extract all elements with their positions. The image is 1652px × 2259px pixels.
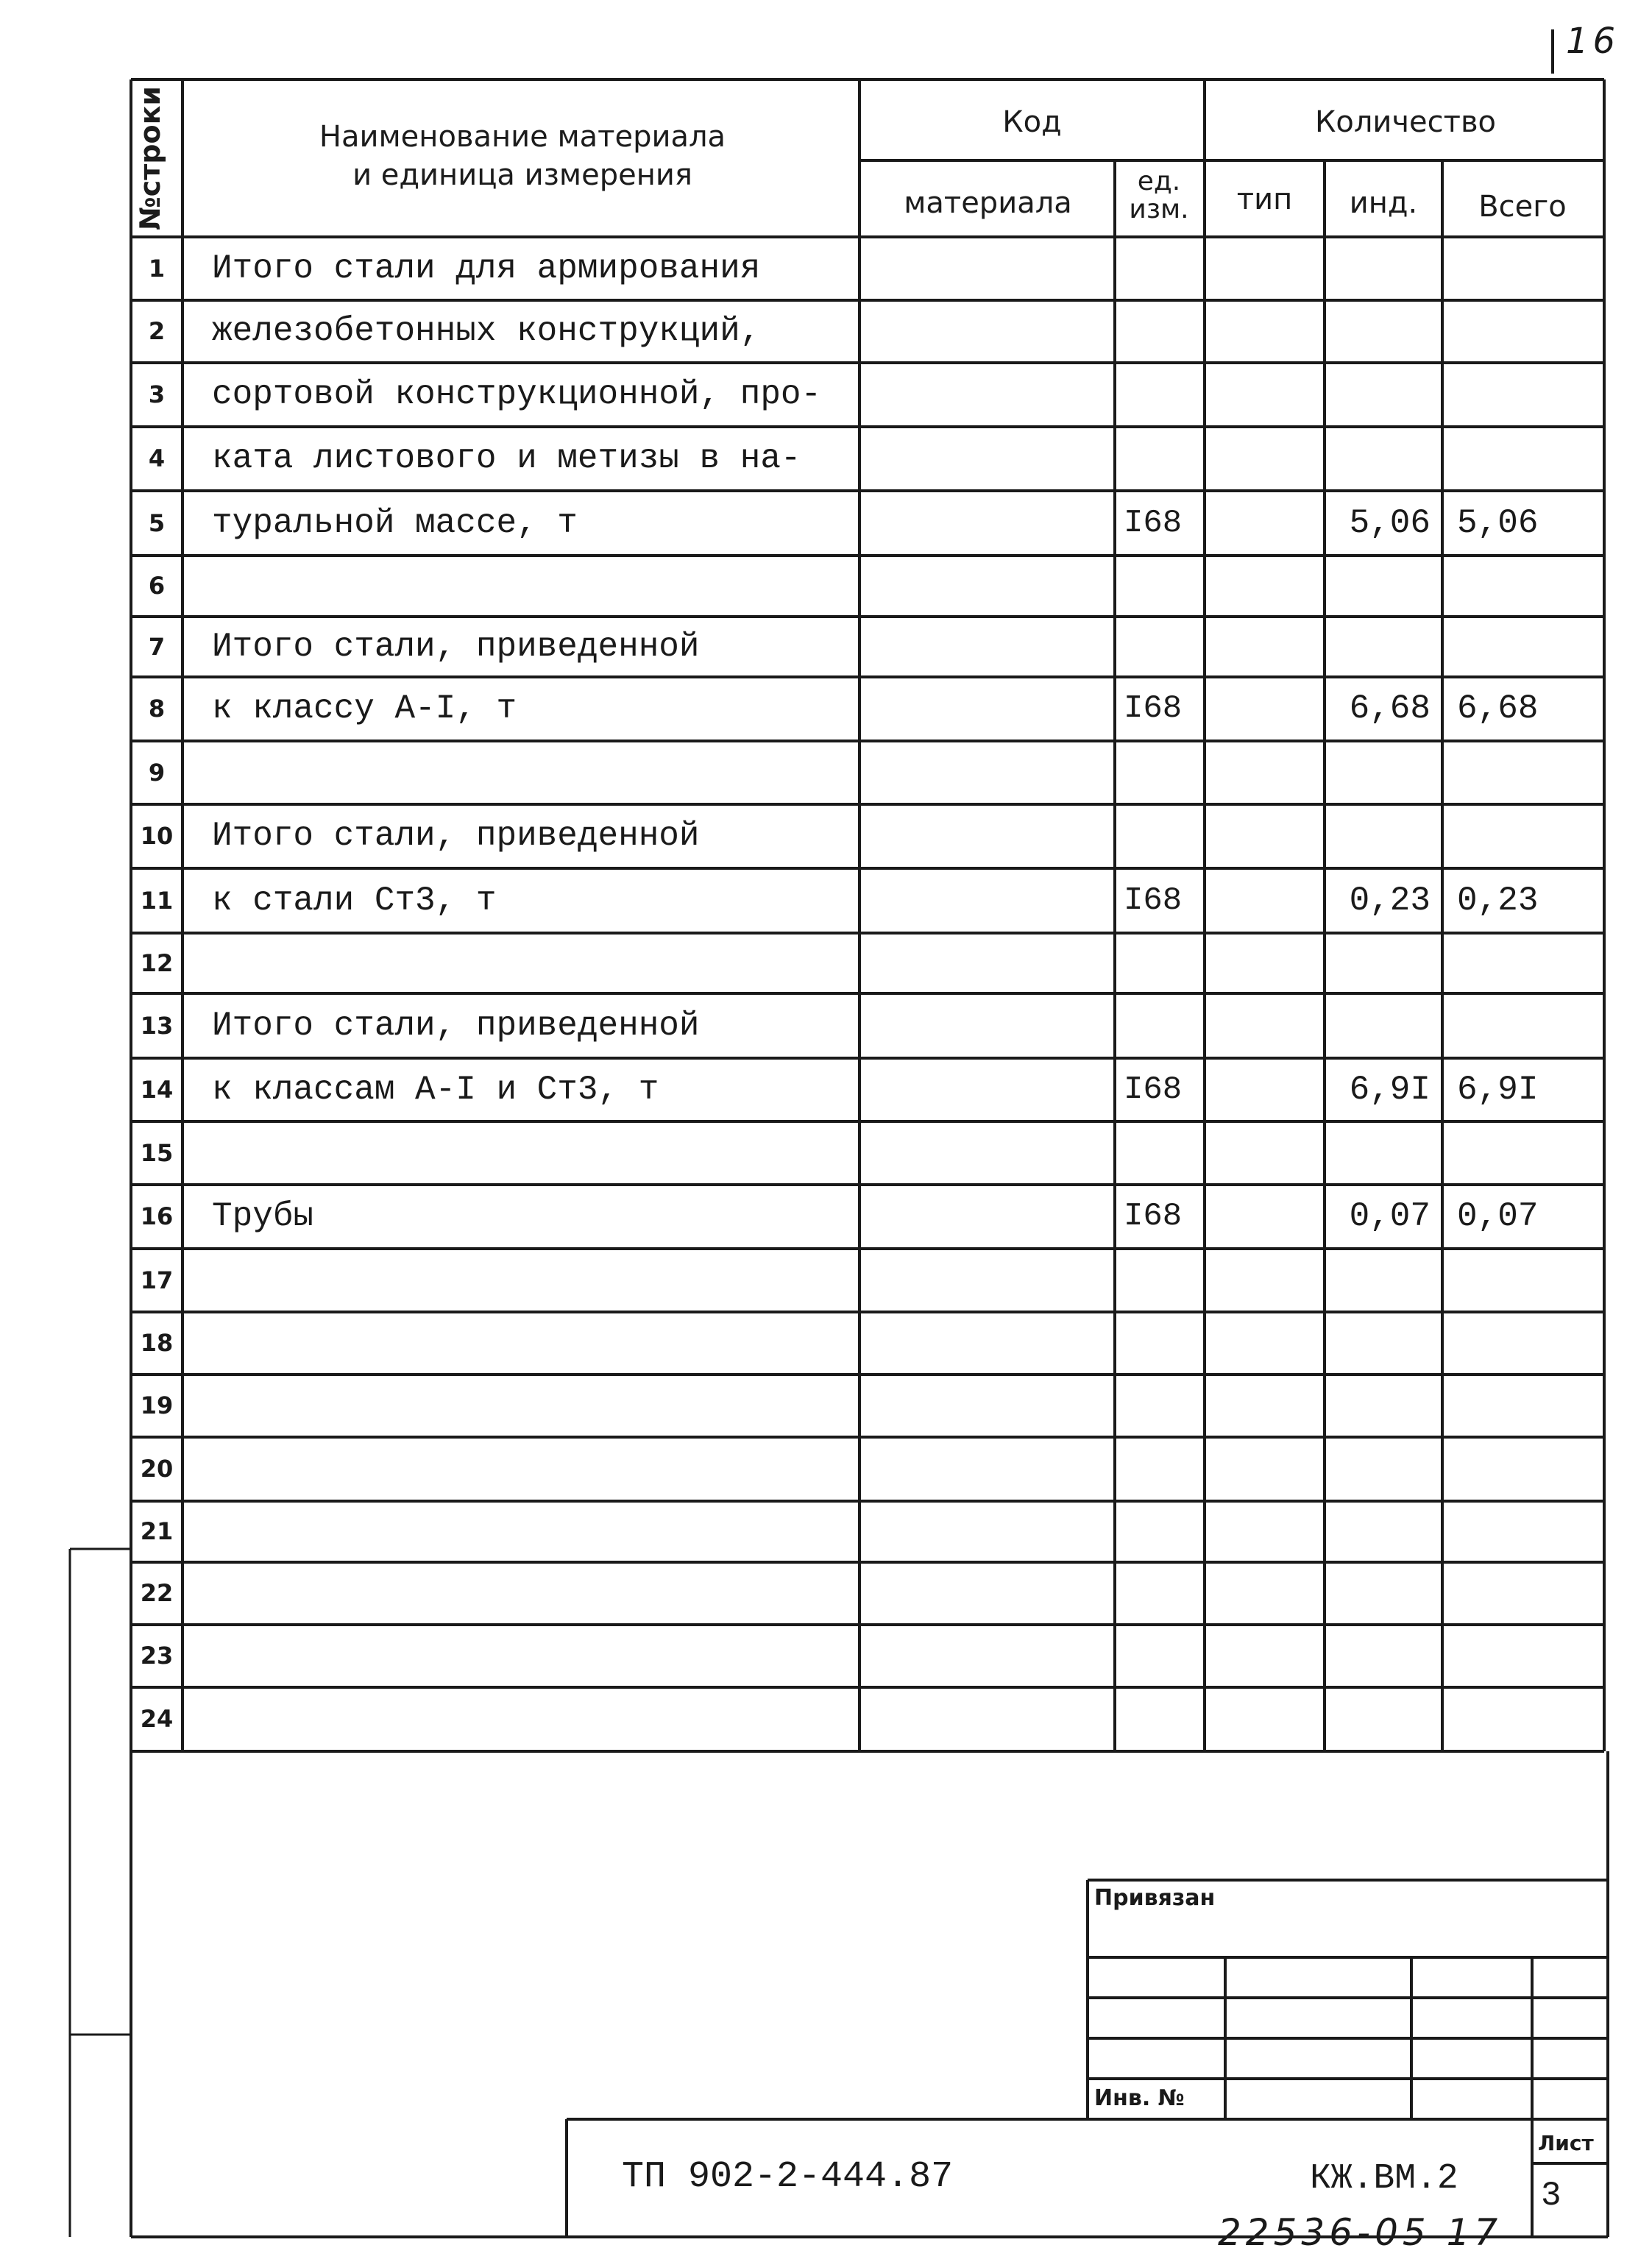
row-quantity-ind: 0,23 (1349, 882, 1431, 920)
row-number: 22 (140, 1579, 174, 1607)
row-number: 12 (140, 949, 174, 977)
row-unit-code: I68 (1124, 1198, 1183, 1235)
row-unit-code: I68 (1124, 690, 1183, 727)
row-number: 17 (140, 1266, 174, 1294)
row-number: 4 (148, 444, 166, 472)
row-number: 10 (140, 822, 174, 850)
row-material-name: Итого стали для армирования (212, 249, 761, 288)
stamp-sheet-label: Лист (1538, 2131, 1594, 2155)
row-material-name: к стали Ст3, т (212, 882, 497, 920)
row-quantity-ind: 0,07 (1349, 1197, 1431, 1235)
header-material: материала (904, 186, 1072, 220)
row-material-name: Итого стали, приведенной (212, 1007, 700, 1045)
row-number: 3 (148, 380, 166, 408)
header-ind: инд. (1349, 186, 1418, 220)
row-number: 20 (140, 1455, 174, 1483)
row-material-name: сортовой конструкционной, про- (212, 375, 822, 414)
row-quantity-total: 5,06 (1457, 504, 1539, 542)
row-number: 1 (148, 255, 166, 283)
row-unit-code: I68 (1124, 1071, 1183, 1108)
stamp-bound-label: Привязан (1094, 1885, 1216, 1911)
row-number: 5 (148, 509, 166, 537)
header-row-number: №строки (134, 86, 166, 230)
row-material-name: к классу А-I, т (212, 689, 517, 728)
row-number: 24 (140, 1705, 174, 1733)
row-number: 8 (148, 695, 166, 723)
row-unit-code: I68 (1124, 505, 1183, 542)
row-number: 18 (140, 1329, 174, 1357)
header-code: Код (1002, 105, 1062, 139)
row-number: 6 (148, 572, 166, 600)
header-type: тип (1236, 182, 1293, 216)
row-unit-code: I68 (1124, 882, 1183, 919)
row-material-name: Трубы (212, 1197, 314, 1235)
row-quantity-total: 0,23 (1457, 882, 1539, 920)
stamp-inv-label: Инв. № (1094, 2085, 1185, 2111)
row-material-name: ката листового и метизы в на- (212, 439, 801, 478)
row-number: 15 (140, 1139, 174, 1167)
row-number: 11 (140, 887, 174, 915)
row-number: 21 (140, 1517, 174, 1545)
row-number: 19 (140, 1391, 174, 1419)
row-quantity-ind: 6,9I (1349, 1071, 1431, 1109)
row-quantity-ind: 6,68 (1349, 689, 1431, 728)
header-total: Всего (1478, 190, 1567, 224)
row-number: 14 (140, 1076, 174, 1104)
stamp-sheet-number: 3 (1541, 2177, 1561, 2215)
page-number: 16 (1566, 21, 1620, 62)
row-number: 13 (140, 1012, 174, 1040)
header-name: Наименование материала и единица измерения (319, 120, 726, 192)
row-number: 23 (140, 1642, 174, 1670)
stamp-sheet-code: КЖ.ВМ.2 (1310, 2159, 1458, 2199)
row-material-name: Итого стали, приведенной (212, 628, 700, 666)
row-material-name: туральной массе, т (212, 504, 578, 542)
row-quantity-total: 6,9I (1457, 1071, 1539, 1109)
row-quantity-total: 0,07 (1457, 1197, 1539, 1235)
row-material-name: к классам А-I и Ст3, т (212, 1071, 659, 1109)
header-quantity: Количество (1314, 105, 1496, 139)
stamp-designation: ТП 902-2-444.87 (622, 2156, 954, 2198)
archive-number: 22536-05 17 (1218, 2211, 1503, 2254)
row-number: 2 (148, 317, 166, 345)
header-unit: ед. изм. (1129, 166, 1189, 224)
row-material-name: Итого стали, приведенной (212, 817, 700, 855)
row-number: 7 (148, 633, 166, 661)
row-material-name: железобетонных конструкций, (212, 312, 761, 350)
row-number: 16 (140, 1202, 174, 1230)
row-quantity-total: 6,68 (1457, 689, 1539, 728)
row-number: 9 (148, 759, 166, 787)
row-quantity-ind: 5,06 (1349, 504, 1431, 542)
